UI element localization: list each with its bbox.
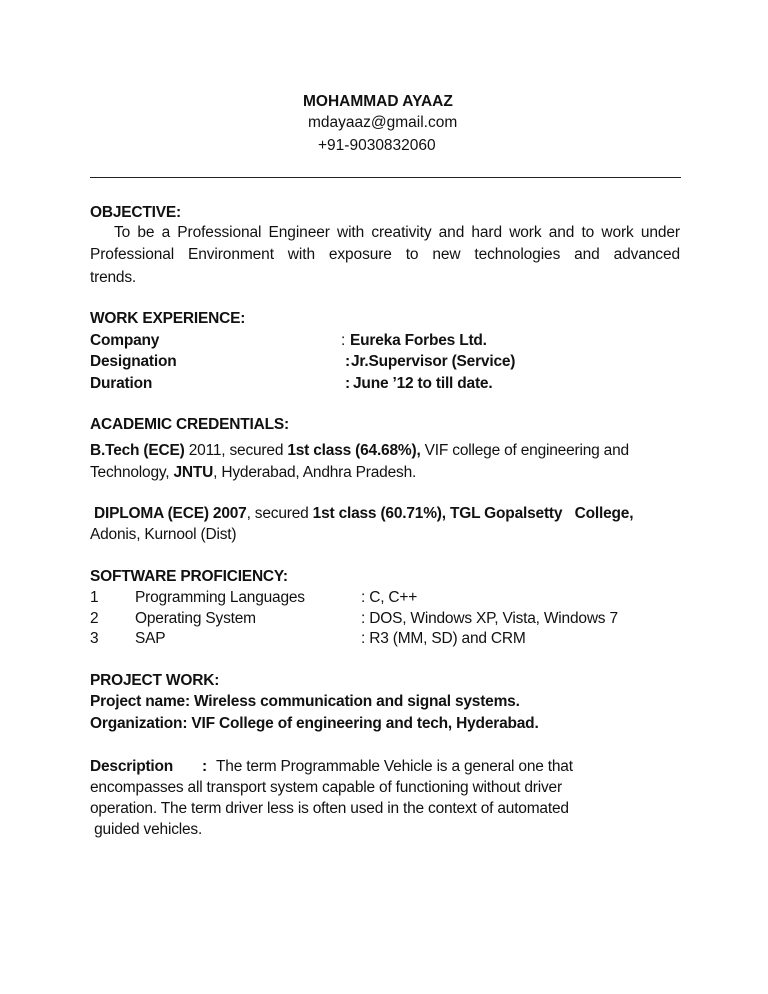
project-heading: PROJECT WORK: xyxy=(90,672,220,689)
btech-line-2-a: Technology, xyxy=(90,464,174,481)
project-desc-sep: : xyxy=(202,758,207,775)
work-duration-value: June ’12 to till date. xyxy=(353,375,493,392)
objective-line-1: To be a Professional Engineer with creativity and hard work and to work under xyxy=(114,224,680,241)
objective-line-3: trends. xyxy=(90,269,136,286)
diploma-class: 1st class (60.71%), TGL Gopalsetty College, xyxy=(312,505,634,522)
software-label-3: SAP xyxy=(135,630,166,647)
diploma-degree: DIPLOMA (ECE) 2007 xyxy=(94,505,247,522)
work-heading: WORK EXPERIENCE: xyxy=(90,310,246,327)
project-desc-line-3: operation. The term driver less is often used in the context of automated xyxy=(90,800,569,817)
work-designation-label: Designation xyxy=(90,353,177,370)
btech-college: VIF college of engineering and xyxy=(420,442,629,459)
btech-university: JNTU xyxy=(173,464,214,481)
work-company-label: Company xyxy=(90,332,160,349)
software-value-3: : R3 (MM, SD) and CRM xyxy=(361,630,526,647)
project-name: Project name: Wireless communication and signal systems. xyxy=(90,693,520,710)
software-label-1: Programming Languages xyxy=(135,589,305,606)
header-divider xyxy=(90,177,681,178)
btech-degree: B.Tech (ECE) xyxy=(90,442,185,459)
project-desc-line-1: The term Programmable Vehicle is a general one that xyxy=(216,758,573,775)
work-company-sep: : xyxy=(341,332,346,349)
software-num-2: 2 xyxy=(90,610,99,627)
project-organization: Organization: VIF College of engineering and tech, Hyderabad. xyxy=(90,715,539,732)
software-label-2: Operating System xyxy=(135,610,256,627)
candidate-phone: +91-9030832060 xyxy=(318,137,436,154)
diploma-line-1 xyxy=(94,504,633,524)
software-num-1: 1 xyxy=(90,589,99,606)
btech-year: 2011, secured xyxy=(184,442,288,459)
work-duration-sep: : xyxy=(345,375,350,392)
project-desc-label: Description xyxy=(90,758,174,775)
objective-heading: OBJECTIVE: xyxy=(90,204,182,221)
diploma-secured: , secured xyxy=(246,505,313,522)
btech-line-1 xyxy=(90,441,629,461)
btech-line-2 xyxy=(90,463,416,483)
diploma-line-2: Adonis, Kurnool (Dist) xyxy=(90,526,237,543)
software-value-1: : C, C++ xyxy=(361,589,418,606)
candidate-email: mdayaaz@gmail.com xyxy=(308,114,458,131)
work-designation-sep: : xyxy=(345,353,350,370)
work-company-value: Eureka Forbes Ltd. xyxy=(350,332,487,349)
work-designation-value: Jr.Supervisor (Service) xyxy=(351,353,516,370)
btech-class: 1st class (64.68%), xyxy=(287,442,421,459)
project-desc-line-4: guided vehicles. xyxy=(90,821,203,838)
btech-line-2-b: , Hyderabad, Andhra Pradesh. xyxy=(213,464,417,481)
academic-heading: ACADEMIC CREDENTIALS: xyxy=(90,416,290,433)
candidate-name: MOHAMMAD AYAAZ xyxy=(303,93,453,110)
software-heading: SOFTWARE PROFICIENCY: xyxy=(90,568,288,585)
objective-line-2: Professional Environment with exposure to new technologies and advanced xyxy=(90,246,680,263)
project-desc-line-2: encompasses all transport system capable of functioning without driver xyxy=(90,779,562,796)
software-num-3: 3 xyxy=(90,630,99,647)
software-value-2: : DOS, Windows XP, Vista, Windows 7 xyxy=(361,610,618,627)
work-duration-label: Duration xyxy=(90,375,153,392)
